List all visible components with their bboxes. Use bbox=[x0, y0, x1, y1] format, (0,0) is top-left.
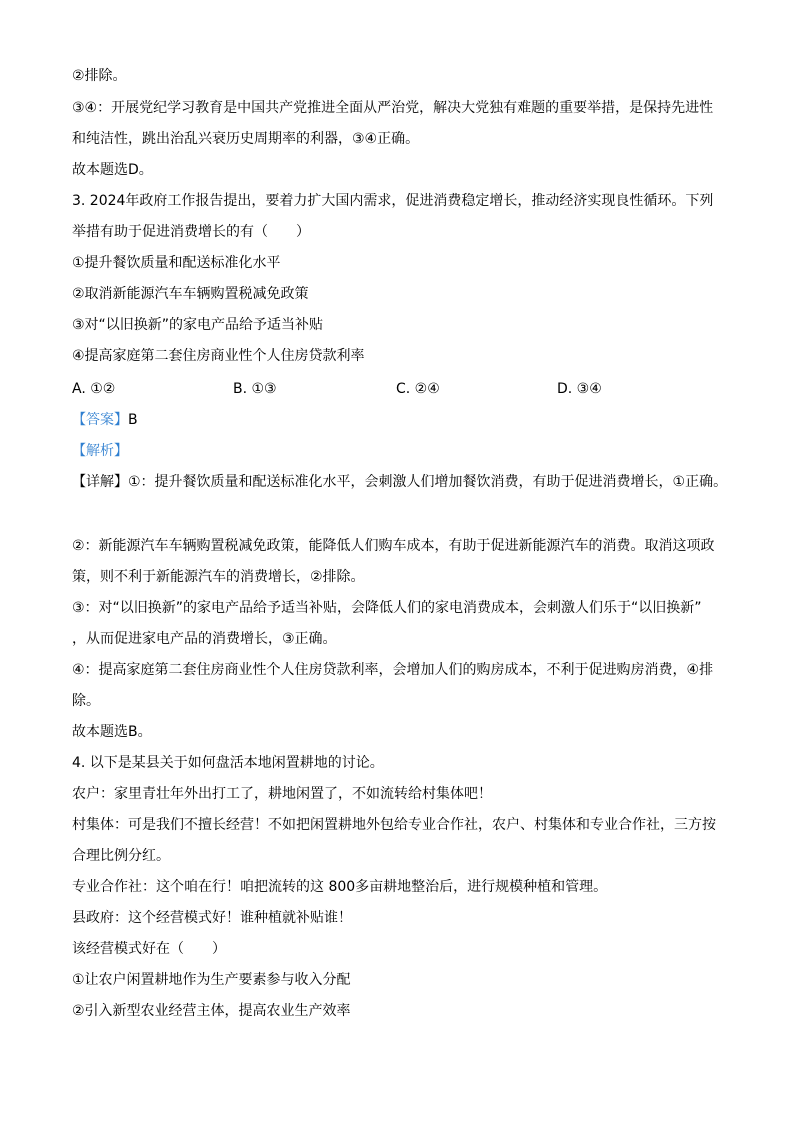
question-3-stem: 3. 2024年政府工作报告提出，要着力扩大国内需求，促进消费稳定增长，推动经济实现良性循环。下列 bbox=[72, 193, 714, 209]
question-4-stem: 4. 以下是某县关于如何盘活本地闲置耕地的讨论。 bbox=[72, 755, 384, 771]
analysis-label: 【解析】 bbox=[72, 443, 128, 459]
detail-line bbox=[72, 472, 727, 492]
statement-3: ③对“以旧换新”的家电产品给予适当补贴 bbox=[72, 317, 324, 333]
text-line: ③④：开展党纪学习教育是中国共产党推进全面从严治党，解决大党独有难题的重要举措，是保持先进性 bbox=[72, 100, 714, 116]
answer-line bbox=[72, 410, 138, 430]
detail-text: ①：提升餐饮质量和配送标准化水平，会刺激人们增加餐饮消费，有助于促进消费增长，①正确。 bbox=[128, 474, 728, 490]
text-line: ④：提高家庭第二套住房商业性个人住房贷款利率，会增加人们的购房成本，不利于促进购房消费，④排 bbox=[72, 662, 714, 678]
statement-4: ④提高家庭第二套住房商业性个人住房贷款利率 bbox=[72, 348, 365, 364]
option-d: D. ③④ bbox=[557, 381, 602, 397]
dialogue-cooperative: 专业合作社：这个咱在行！咱把流转的这 800多亩耕地整治后，进行规模种植和管理。 bbox=[72, 879, 608, 895]
option-c: C. ②④ bbox=[396, 381, 440, 397]
question-4-prompt: 该经营模式好在（ ） bbox=[72, 941, 226, 957]
question-3-stem-cont: 举措有助于促进消费增长的有（ ） bbox=[72, 224, 310, 240]
answer-tag: 【答案】 bbox=[72, 412, 128, 428]
dialogue-village-cont: 合理比例分红。 bbox=[72, 848, 170, 864]
statement-2: ②引入新型农业经营主体，提高农业生产效率 bbox=[72, 1003, 351, 1019]
dialogue-farmer: 农户：家里青壮年外出打工了，耕地闲置了，不如流转给村集体吧！ bbox=[72, 786, 492, 802]
text-line: ③：对“以旧换新”的家电产品给予适当补贴，会降低人们的家电消费成本，会刺激人们乐于“以旧换新” bbox=[72, 600, 702, 616]
text-line: ，从而促进家电产品的消费增长，③正确。 bbox=[72, 631, 337, 647]
analysis-tag bbox=[72, 441, 128, 461]
statement-2: ②取消新能源汽车车辆购置税减免政策 bbox=[72, 286, 309, 302]
text-line: 除。 bbox=[72, 693, 100, 709]
option-b: B. ①③ bbox=[233, 381, 277, 397]
option-a: A. ①② bbox=[72, 381, 116, 397]
text-line: ②排除。 bbox=[72, 68, 127, 84]
statement-1: ①提升餐饮质量和配送标准化水平 bbox=[72, 255, 281, 271]
statement-1: ①让农户闲置耕地作为生产要素参与收入分配 bbox=[72, 972, 351, 988]
text-line: 故本题选B。 bbox=[72, 724, 152, 740]
text-line: 故本题选D。 bbox=[72, 162, 153, 178]
dialogue-village: 村集体：可是我们不擅长经营！不如把闲置耕地外包给专业合作社，农户、村集体和专业合作社，三方按 bbox=[72, 817, 716, 833]
dialogue-government: 县政府：这个经营模式好！谁种植就补贴谁！ bbox=[72, 910, 352, 926]
text-line: 策，则不利于新能源汽车的消费增长，②排除。 bbox=[72, 569, 365, 585]
text-line: ②：新能源汽车车辆购置税减免政策，能降低人们购车成本，有助于促进新能源汽车的消费。取消这项政 bbox=[72, 538, 715, 554]
text-line: 和纯洁性，跳出治乱兴衰历史周期率的利器，③④正确。 bbox=[72, 131, 420, 147]
detail-tag: 【详解】 bbox=[72, 474, 128, 490]
answer-value: B bbox=[128, 412, 138, 428]
